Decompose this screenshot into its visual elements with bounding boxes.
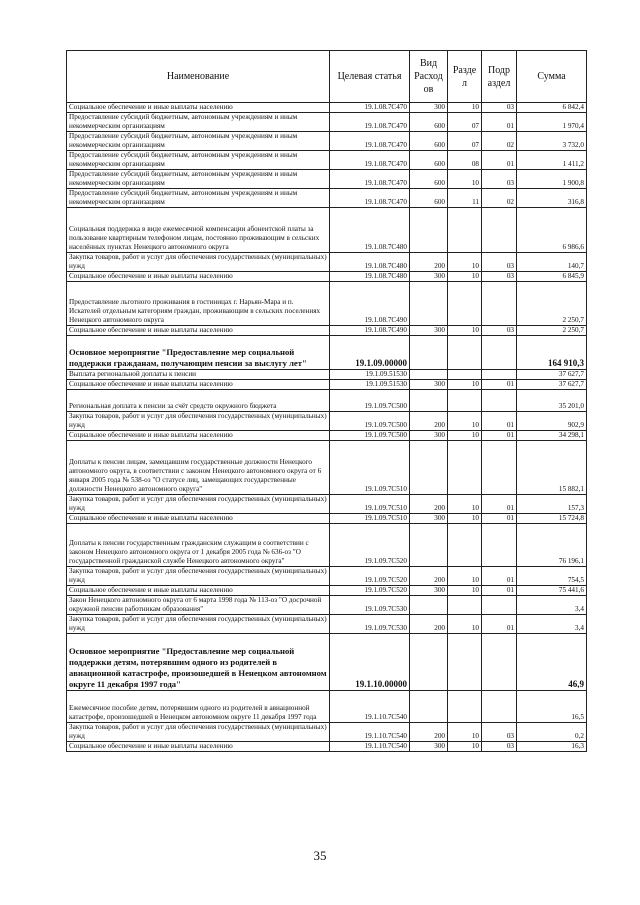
row-subsection: 03	[482, 170, 517, 189]
header-sum: Сумма	[517, 51, 587, 103]
row-amount: 15 724,8	[517, 514, 587, 524]
row-expense-type: 200	[410, 412, 448, 431]
row-section: 10	[448, 272, 482, 282]
row-amount: 2 250,7	[517, 282, 587, 326]
row-amount: 1 900,8	[517, 170, 587, 189]
row-subsection: 01	[482, 380, 517, 390]
row-name: Ежемесячное пособие детям, потерявшим одного из родителей в авиационной катастрофе, произошедшей в Ненецком автономном округе 11 декабря 1997 года	[67, 691, 330, 723]
row-expense-type	[410, 596, 448, 615]
row-amount: 6 842,4	[517, 103, 587, 113]
row-amount: 754,5	[517, 567, 587, 586]
row-code: 19.1.08.7С470	[330, 189, 410, 208]
row-name: Региональная доплата к пенсии за счёт средств окружного бюджета	[67, 390, 330, 412]
header-razdel: Разде л	[448, 51, 482, 103]
row-name: Социальное обеспечение и иные выплаты населению	[67, 586, 330, 596]
row-amount: 16,3	[517, 742, 587, 752]
row-amount: 34 298,1	[517, 431, 587, 441]
row-section	[448, 524, 482, 567]
row-section: 10	[448, 495, 482, 514]
table-row	[67, 151, 587, 170]
row-section: 10	[448, 253, 482, 272]
row-section: 11	[448, 189, 482, 208]
row-name: Закупка товаров, работ и услуг для обеспечения государственных (муниципальных) нужд	[67, 615, 330, 634]
table-row	[67, 370, 587, 380]
row-expense-type: 200	[410, 723, 448, 742]
row-subsection	[482, 691, 517, 723]
row-expense-type: 300	[410, 326, 448, 336]
row-subsection: 03	[482, 103, 517, 113]
row-expense-type	[410, 524, 448, 567]
row-subsection: 03	[482, 723, 517, 742]
row-name: Закупка товаров, работ и услуг для обеспечения государственных (муниципальных) нужд	[67, 253, 330, 272]
row-amount: 3,4	[517, 596, 587, 615]
row-section	[448, 370, 482, 380]
row-subsection: 01	[482, 431, 517, 441]
table-row	[67, 103, 587, 113]
row-section: 10	[448, 586, 482, 596]
row-code: 19.1.10.00000	[330, 634, 410, 691]
row-amount: 15 882,1	[517, 441, 587, 495]
row-code: 19.1.09.7С500	[330, 390, 410, 412]
row-code: 19.1.09.00000	[330, 336, 410, 370]
row-subsection	[482, 634, 517, 691]
row-section	[448, 282, 482, 326]
row-amount: 46,9	[517, 634, 587, 691]
row-code: 19.1.10.7С540	[330, 742, 410, 752]
row-section: 10	[448, 723, 482, 742]
row-name: Основное мероприятие "Предоставление мер социальной поддержки детям, потерявшим одного из родителей в авиационной катастрофе, произошедшей в Ненецком автономном округе 11 декабря 1997 года"	[67, 634, 330, 691]
row-expense-type: 300	[410, 514, 448, 524]
row-code: 19.1.08.7С480	[330, 208, 410, 253]
row-section: 10	[448, 567, 482, 586]
row-expense-type: 300	[410, 586, 448, 596]
row-subsection: 01	[482, 412, 517, 431]
row-name: Социальное обеспечение и иные выплаты населению	[67, 514, 330, 524]
row-amount: 35 201,0	[517, 390, 587, 412]
row-section: 10	[448, 170, 482, 189]
row-subsection: 01	[482, 615, 517, 634]
row-subsection: 01	[482, 151, 517, 170]
row-section	[448, 441, 482, 495]
row-code: 19.1.09.7С500	[330, 412, 410, 431]
row-code: 19.1.09.7С510	[330, 441, 410, 495]
row-name: Предоставление льготного проживания в гостиницах г. Нарьян-Мара и п. Искателей отдельным категориям граждан, проживающим в сельских поселениях Ненецкого автономного округа	[67, 282, 330, 326]
table-row	[67, 615, 587, 634]
row-name: Закупка товаров, работ и услуг для обеспечения государственных (муниципальных) нужд	[67, 412, 330, 431]
row-section	[448, 634, 482, 691]
row-amount: 902,9	[517, 412, 587, 431]
row-name: Социальная поддержка в виде ежемесячной компенсации абонентской платы за пользование квартирным телефоном лицам, постоянно проживающим в сельских населённых пунктах Ненецкого автономного округа	[67, 208, 330, 253]
row-code: 19.1.08.7С470	[330, 103, 410, 113]
row-subsection: 03	[482, 742, 517, 752]
row-amount: 6 845,9	[517, 272, 587, 282]
table-row	[67, 742, 587, 752]
row-subsection: 01	[482, 514, 517, 524]
row-code: 19.1.09.7С530	[330, 615, 410, 634]
table-row	[67, 441, 587, 495]
row-subsection	[482, 208, 517, 253]
table-row	[67, 495, 587, 514]
row-section: 07	[448, 132, 482, 151]
row-subsection: 02	[482, 132, 517, 151]
row-amount: 3,4	[517, 615, 587, 634]
row-code: 19.1.09.7С520	[330, 567, 410, 586]
row-expense-type	[410, 634, 448, 691]
row-section	[448, 691, 482, 723]
row-expense-type: 200	[410, 567, 448, 586]
row-name: Предоставление субсидий бюджетным, автономным учреждениям и иным некоммерческим организациям	[67, 151, 330, 170]
row-subsection	[482, 596, 517, 615]
row-expense-type: 300	[410, 103, 448, 113]
row-subsection	[482, 370, 517, 380]
row-expense-type: 200	[410, 495, 448, 514]
row-amount: 75 441,6	[517, 586, 587, 596]
row-amount: 157,3	[517, 495, 587, 514]
row-amount: 316,8	[517, 189, 587, 208]
table-body	[67, 103, 587, 752]
row-expense-type: 200	[410, 253, 448, 272]
row-subsection: 01	[482, 586, 517, 596]
row-subsection: 01	[482, 567, 517, 586]
row-name: Выплата региональной доплаты к пенсии	[67, 370, 330, 380]
row-code: 19.1.08.7С470	[330, 132, 410, 151]
table-row	[67, 272, 587, 282]
row-section: 10	[448, 431, 482, 441]
table-row	[67, 253, 587, 272]
row-expense-type: 600	[410, 113, 448, 132]
row-expense-type	[410, 691, 448, 723]
budget-page	[66, 50, 586, 752]
row-amount: 2 250,7	[517, 326, 587, 336]
row-subsection	[482, 390, 517, 412]
row-subsection	[482, 336, 517, 370]
table-row	[67, 282, 587, 326]
row-name: Социальное обеспечение и иные выплаты населению	[67, 326, 330, 336]
row-section	[448, 208, 482, 253]
header-name: Наименование	[67, 51, 330, 103]
row-subsection	[482, 282, 517, 326]
row-amount: 1 411,2	[517, 151, 587, 170]
table-row	[67, 431, 587, 441]
row-code: 19.1.08.7С490	[330, 282, 410, 326]
row-code: 19.1.08.7С480	[330, 253, 410, 272]
row-name: Основное мероприятие "Предоставление мер социальной поддержки гражданам, получающим пенсии за выслугу лет"	[67, 336, 330, 370]
row-section: 10	[448, 742, 482, 752]
row-name: Социальное обеспечение и иные выплаты населению	[67, 272, 330, 282]
row-name: Предоставление субсидий бюджетным, автономным учреждениям и иным некоммерческим организациям	[67, 189, 330, 208]
row-code: 19.1.09.51530	[330, 370, 410, 380]
row-subsection: 03	[482, 272, 517, 282]
row-code: 19.1.08.7С470	[330, 151, 410, 170]
row-expense-type: 300	[410, 380, 448, 390]
row-subsection: 01	[482, 113, 517, 132]
row-code: 19.1.09.51530	[330, 380, 410, 390]
row-code: 19.1.08.7С470	[330, 113, 410, 132]
row-expense-type: 300	[410, 742, 448, 752]
row-expense-type	[410, 390, 448, 412]
row-name: Социальное обеспечение и иные выплаты населению	[67, 742, 330, 752]
row-section: 10	[448, 103, 482, 113]
row-expense-type: 600	[410, 189, 448, 208]
row-code: 19.1.10.7С540	[330, 691, 410, 723]
table-row	[67, 189, 587, 208]
table-row	[67, 514, 587, 524]
table-row	[67, 390, 587, 412]
row-name: Предоставление субсидий бюджетным, автономным учреждениям и иным некоммерческим организациям	[67, 113, 330, 132]
table-row	[67, 208, 587, 253]
table-row	[67, 723, 587, 742]
row-expense-type	[410, 282, 448, 326]
table-row	[67, 132, 587, 151]
row-code: 19.1.10.7С540	[330, 723, 410, 742]
row-amount: 76 196,1	[517, 524, 587, 567]
row-amount: 140,7	[517, 253, 587, 272]
table-row	[67, 170, 587, 189]
row-section: 10	[448, 514, 482, 524]
row-section: 07	[448, 113, 482, 132]
table-row	[67, 336, 587, 370]
row-name: Закупка товаров, работ и услуг для обеспечения государственных (муниципальных) нужд	[67, 567, 330, 586]
row-name: Доплаты к пенсии лицам, замещавшим государственные должности Ненецкого автономного округа, в соответствии с законом Ненецкого автономного округа от 6 января 2005 года № 538-оз "О статусе лиц, замещающих государственные должности Ненецкого автономного округа"	[67, 441, 330, 495]
table-row	[67, 524, 587, 567]
row-name: Предоставление субсидий бюджетным, автономным учреждениям и иным некоммерческим организациям	[67, 170, 330, 189]
row-subsection: 03	[482, 326, 517, 336]
row-subsection	[482, 524, 517, 567]
table-row	[67, 634, 587, 691]
row-expense-type	[410, 441, 448, 495]
row-code: 19.1.09.7С500	[330, 431, 410, 441]
row-name: Доплаты к пенсии государственным гражданским служащим в соответствии с законом Ненецкого автономного округа от 1 декабря 2005 года № 636-оз "О государственной гражданской службе Ненецкого автономного округа"	[67, 524, 330, 567]
row-expense-type: 600	[410, 170, 448, 189]
row-amount: 3 732,0	[517, 132, 587, 151]
row-name: Социальное обеспечение и иные выплаты населению	[67, 431, 330, 441]
row-code: 19.1.08.7С480	[330, 272, 410, 282]
header-podrazdel: Подр аздел	[482, 51, 517, 103]
row-amount: 164 910,3	[517, 336, 587, 370]
table-row	[67, 113, 587, 132]
row-section	[448, 596, 482, 615]
row-code: 19.1.08.7С490	[330, 326, 410, 336]
table-row	[67, 412, 587, 431]
row-subsection: 03	[482, 253, 517, 272]
row-code: 19.1.09.7С530	[330, 596, 410, 615]
header-vid: Вид Расход ов	[410, 51, 448, 103]
row-amount: 37 627,7	[517, 370, 587, 380]
row-amount: 1 970,4	[517, 113, 587, 132]
row-expense-type: 200	[410, 615, 448, 634]
row-expense-type: 300	[410, 431, 448, 441]
row-amount: 6 986,6	[517, 208, 587, 253]
row-section	[448, 336, 482, 370]
row-expense-type: 600	[410, 151, 448, 170]
table-header-row	[67, 51, 587, 103]
row-expense-type	[410, 208, 448, 253]
row-name: Предоставление субсидий бюджетным, автономным учреждениям и иным некоммерческим организациям	[67, 132, 330, 151]
row-section: 10	[448, 380, 482, 390]
row-section	[448, 390, 482, 412]
row-expense-type	[410, 336, 448, 370]
row-name: Закупка товаров, работ и услуг для обеспечения государственных (муниципальных) нужд	[67, 495, 330, 514]
row-name: Социальное обеспечение и иные выплаты населению	[67, 380, 330, 390]
table-row	[67, 586, 587, 596]
row-name: Социальное обеспечение и иные выплаты населению	[67, 103, 330, 113]
row-section: 10	[448, 326, 482, 336]
row-name: Закон Ненецкого автономного округа от 6 марта 1998 года № 113-оз "О досрочной окружной пенсии работникам образования"	[67, 596, 330, 615]
row-expense-type	[410, 370, 448, 380]
table-row	[67, 596, 587, 615]
row-code: 19.1.09.7С510	[330, 514, 410, 524]
row-section: 08	[448, 151, 482, 170]
row-expense-type: 300	[410, 272, 448, 282]
row-amount: 16,5	[517, 691, 587, 723]
row-subsection: 02	[482, 189, 517, 208]
row-subsection	[482, 441, 517, 495]
table-row	[67, 380, 587, 390]
table-row	[67, 691, 587, 723]
page-number: 35	[313, 848, 327, 863]
row-code: 19.1.09.7С520	[330, 524, 410, 567]
row-name: Закупка товаров, работ и услуг для обеспечения государственных (муниципальных) нужд	[67, 723, 330, 742]
row-section: 10	[448, 412, 482, 431]
row-code: 19.1.08.7С470	[330, 170, 410, 189]
row-subsection: 01	[482, 495, 517, 514]
table-row	[67, 326, 587, 336]
header-code: Целевая статья	[330, 51, 410, 103]
table-row	[67, 567, 587, 586]
row-amount: 37 627,7	[517, 380, 587, 390]
row-code: 19.1.09.7С520	[330, 586, 410, 596]
row-amount: 0,2	[517, 723, 587, 742]
row-section: 10	[448, 615, 482, 634]
row-code: 19.1.09.7С510	[330, 495, 410, 514]
budget-table	[66, 50, 587, 752]
row-expense-type: 600	[410, 132, 448, 151]
